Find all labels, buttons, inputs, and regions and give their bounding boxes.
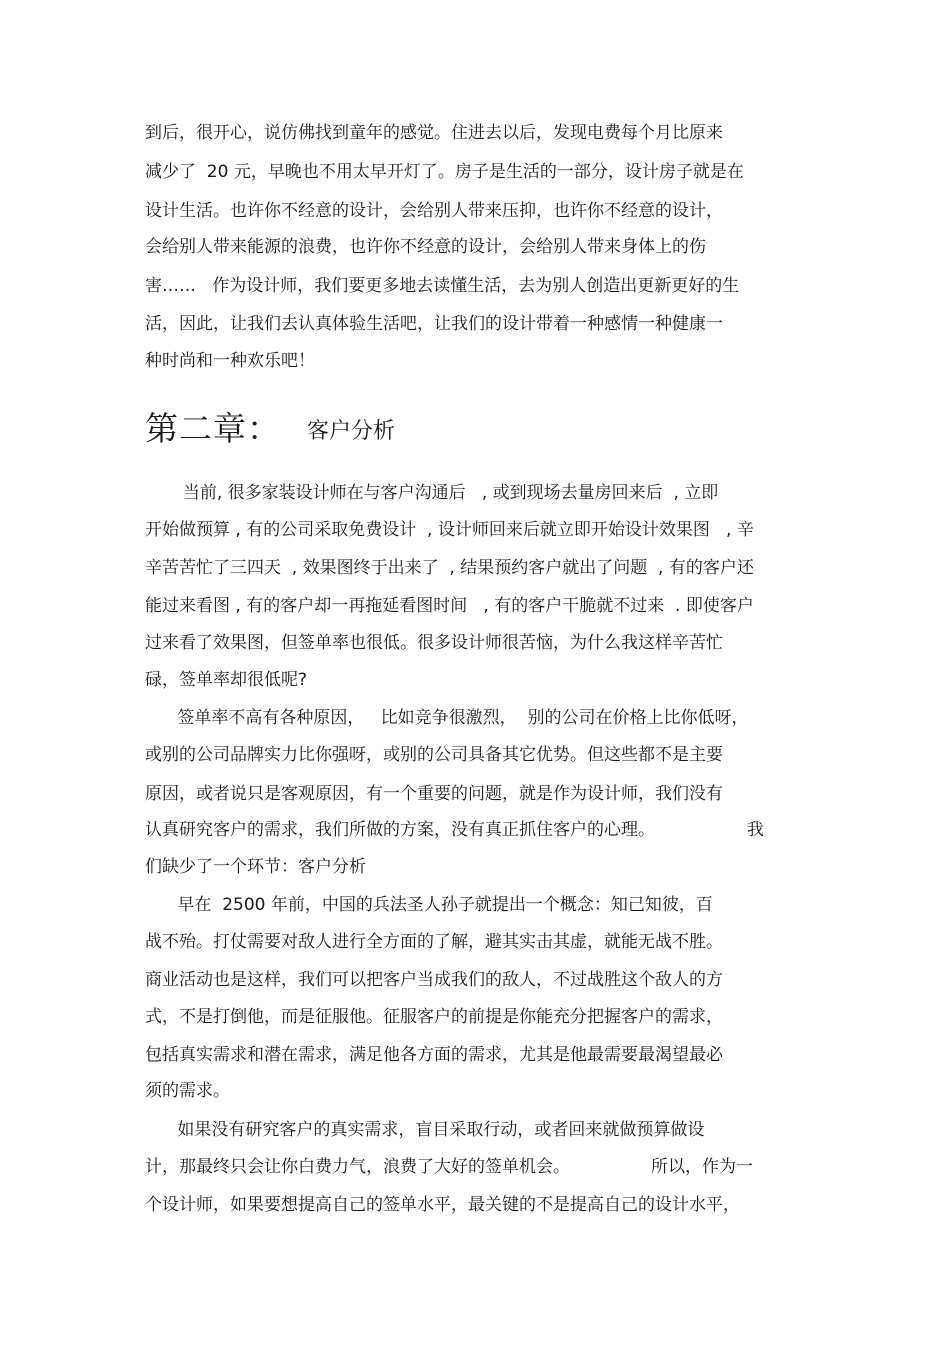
paragraph-line: 个设计师，如果要想提高自己的签单水平，最关键的不是提高自己的设计水平， xyxy=(145,1195,740,1215)
paragraph-line: 设计生活。也许你不经意的设计，会给别人带来压抑，也许你不经意的设计， xyxy=(145,201,723,221)
paragraph-line: 式，不是打倒他，而是征服他。征服客户的前提是你能充分把握客户的需求， xyxy=(145,1007,723,1027)
paragraph-line: 计，那最终只会让你白费力气，浪费了大好的签单机会。 所以，作为一 xyxy=(145,1157,754,1177)
paragraph-line: 早在 2500 年前，中国的兵法圣人孙子就提出一个概念：知己知彼，百 xyxy=(145,895,713,915)
paragraph-line: 包括真实需求和潜在需求，满足他各方面的需求，尤其是他最需要最渴望最必 xyxy=(145,1045,723,1065)
paragraph-line: 能过来看图 , 有的客户却一再拖延看图时间 , 有的客户干脆就不过来 . 即使客户 xyxy=(145,596,754,616)
paragraph-line: 或别的公司品牌实力比你强呀，或别的公司具备其它优势。但这些都不是主要 xyxy=(145,745,723,765)
paragraph-line: 认真研究客户的需求，我们所做的方案，没有真正抓住客户的心理。 我 xyxy=(145,820,764,840)
paragraph-line: 会给别人带来能源的浪费，也许你不经意的设计，会给别人带来身体上的伤 xyxy=(145,237,706,257)
paragraph-line: 须的需求。 xyxy=(145,1081,230,1101)
paragraph-line: 们缺少了一个环节：客户分析 xyxy=(145,857,366,877)
paragraph-line: 当前, 很多家装设计师在与客户沟通后 , 或到现场去量房回来后 , 立即 xyxy=(145,483,719,503)
paragraph-line: 到后，很开心，说仿佛找到童年的感觉。住进去以后，发现电费每个月比原来 xyxy=(145,123,723,143)
paragraph-line: 活，因此，让我们去认真体验生活吧，让我们的设计带着一种感情一种健康一 xyxy=(145,314,723,334)
paragraph-line: 开始做预算 , 有的公司采取免费设计 , 设计师回来后就立即开始设计效果图 , 辛 xyxy=(145,520,754,540)
paragraph-line: 原因，或者说只是客观原因，有一个重要的问题，就是作为设计师，我们没有 xyxy=(145,784,723,804)
chapter-number: 第二章： xyxy=(145,409,281,448)
paragraph-line: 种时尚和一种欢乐吧！ xyxy=(145,351,315,371)
paragraph-line: 战不殆。打仗需要对敌人进行全方面的了解，避其实击其虚，就能无战不胜。 xyxy=(145,932,723,952)
paragraph-line: 如果没有研究客户的真实需求，盲目采取行动，或者回来就做预算做设 xyxy=(145,1120,705,1140)
paragraph-line: 减少了 20 元，早晚也不用太早开灯了。房子是生活的一部分，设计房子就是在 xyxy=(145,162,744,182)
chapter-title: 客户分析 xyxy=(307,419,396,444)
chapter-heading xyxy=(145,407,395,451)
paragraph-line: 签单率不高有各种原因， 比如竞争很激烈， 别的公司在价格上比你低呀， xyxy=(145,708,749,728)
paragraph-line: 害…… 作为设计师，我们要更多地去读懂生活，去为别人创造出更新更好的生 xyxy=(145,276,740,296)
paragraph-line: 碌，签单率却很低呢? xyxy=(145,670,308,690)
paragraph-line: 辛苦苦忙了三四天 , 效果图终于出来了 , 结果预约客户就出了问题 , 有的客户还 xyxy=(145,558,754,578)
paragraph-line: 过来看了效果图，但签单率也很低。很多设计师很苦恼，为什么我这样辛苦忙 xyxy=(145,633,723,653)
paragraph-line: 商业活动也是这样，我们可以把客户当成我们的敌人，不过战胜这个敌人的方 xyxy=(145,970,723,990)
